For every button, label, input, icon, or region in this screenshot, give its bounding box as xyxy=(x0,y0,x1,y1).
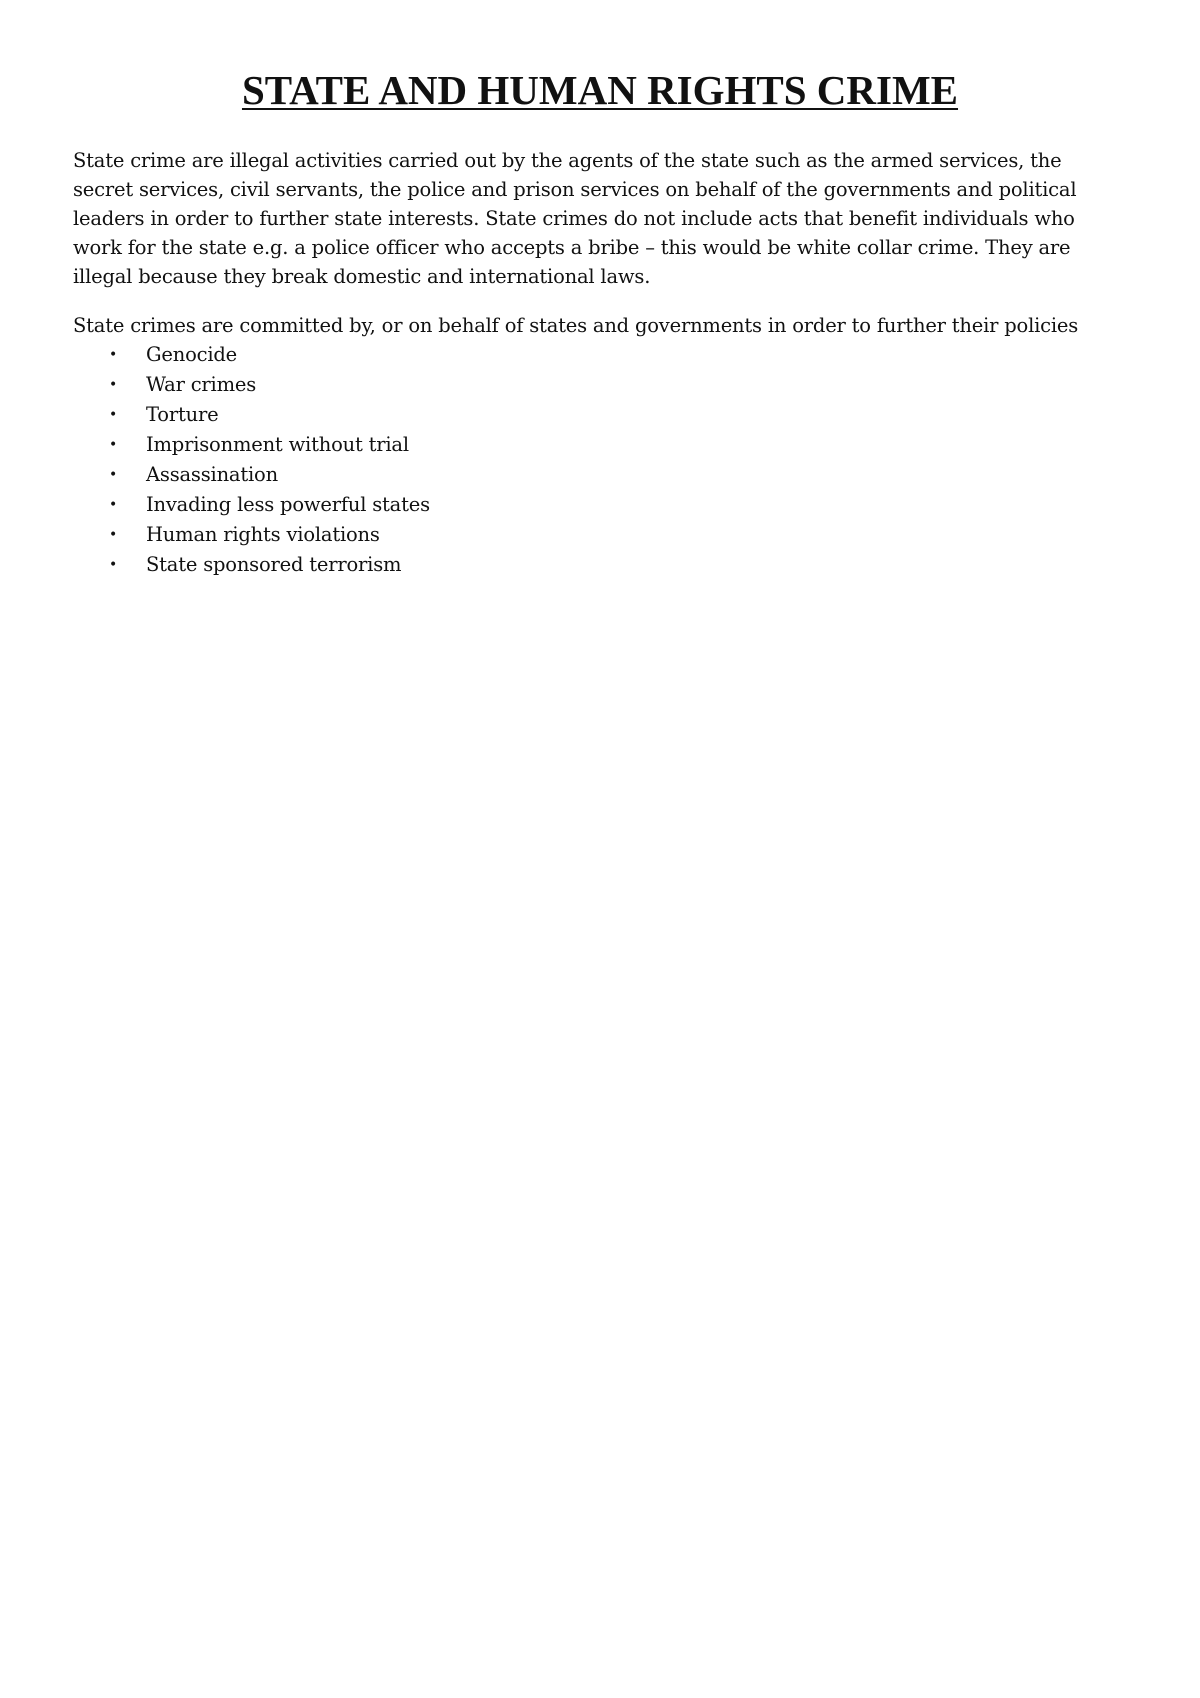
list-item-label: Genocide xyxy=(146,343,237,366)
page-title: STATE AND HUMAN RIGHTS CRIME xyxy=(241,67,959,113)
list-item-label: Assassination xyxy=(146,463,278,486)
bullet-icon: • xyxy=(109,347,118,363)
list-item xyxy=(73,430,1123,460)
document-body xyxy=(73,146,1123,580)
list-item xyxy=(73,340,1123,370)
intro-paragraph: State crime are illegal activities carried out by the agents of the state such as the armed services, the secret services, civil servants, the police and prison services on behalf of the governments and political leaders in order to further state interests. State crimes do not include acts that benefit individuals who work for the state e.g. a police officer who accepts a bribe – this would be white collar crime. They are illegal because they break domestic and international laws. xyxy=(73,149,1077,288)
list-item xyxy=(73,400,1123,430)
bullet-icon: • xyxy=(109,407,118,423)
list-item-label: State sponsored terrorism xyxy=(146,553,402,576)
list-item xyxy=(73,370,1123,400)
bullet-icon: • xyxy=(109,497,118,513)
bullet-icon: • xyxy=(109,557,118,573)
list-item-label: Imprisonment without trial xyxy=(146,433,409,456)
bullet-icon: • xyxy=(109,437,118,453)
list-item xyxy=(73,490,1123,520)
list-item xyxy=(73,550,1123,580)
list-lead-paragraph: State crimes are committed by, or on behalf of states and governments in order to further their policies xyxy=(73,314,1079,337)
list-item-label: Torture xyxy=(146,403,219,426)
state-crimes-list xyxy=(73,340,1123,580)
bullet-icon: • xyxy=(109,527,118,543)
list-item xyxy=(73,520,1123,550)
list-item-label: War crimes xyxy=(146,373,257,396)
list-item xyxy=(73,460,1123,490)
bullet-icon: • xyxy=(109,467,118,483)
bullet-icon: • xyxy=(109,377,118,393)
list-item-label: Invading less powerful states xyxy=(146,493,430,516)
list-item-label: Human rights violations xyxy=(146,523,380,546)
